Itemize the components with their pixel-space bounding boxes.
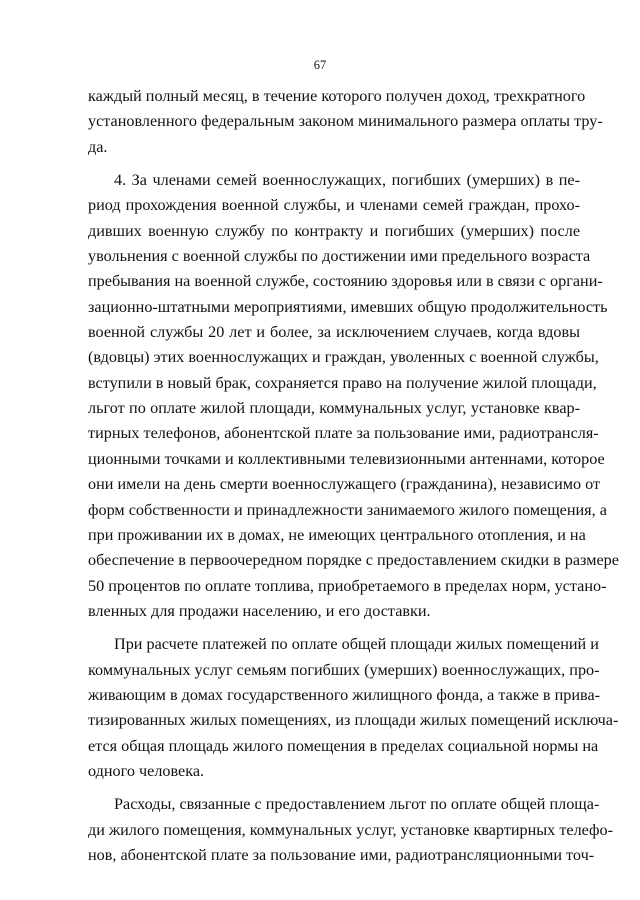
- page-number: 67: [313, 58, 327, 72]
- text-line: нов, абонентской плате за пользование ими, радиотрансляционными точ-: [88, 845, 595, 864]
- text-line: риод прохождения военной службы, и членами семей граждан, прохо-: [88, 196, 580, 215]
- paragraph-3: [88, 632, 619, 784]
- text-line: каждый полный месяц, в течение которого получен доход, трехкратного: [88, 87, 586, 105]
- body-text: [88, 84, 619, 868]
- text-line: живающим в домах государственного жилищного фонда, а также в прива-: [88, 685, 601, 704]
- text-line: (вдовцы) этих военнослужащих и граждан, уволенных с военной службы,: [88, 348, 599, 367]
- text-line: установленного федеральным законом минимального размера оплаты тру-: [88, 112, 603, 131]
- paragraph-4: [88, 792, 614, 868]
- text-line: обеспечение в первоочередном порядке с предоставлением скидки в размере: [88, 551, 619, 570]
- text-line: 4. За членами семей военнослужащих, погибших (умерших) в пе-: [114, 171, 580, 190]
- text-line: Расходы, связанные с предоставлением льгот по оплате общей площа-: [114, 795, 600, 814]
- text-line: увольнения с военной службы по достижении ими предельного возраста: [88, 247, 591, 266]
- paragraph-2: [88, 168, 619, 624]
- text-line: тирных телефонов, абонентской плате за пользование ими, радиотрансля-: [88, 424, 599, 443]
- paragraph-1: [88, 84, 603, 160]
- text-line: при проживании их в домах, не имеющих центрального отопления, и на: [88, 525, 586, 544]
- text-line: льгот по оплате жилой площади, коммунальных услуг, установке квар-: [88, 399, 580, 418]
- text-line: ционными точками и коллективными телевизионными антеннами, которое: [88, 449, 605, 468]
- text-line: военной службы 20 лет и более, за исключением случаев, когда вдовы: [88, 323, 580, 342]
- text-line: да.: [88, 137, 108, 156]
- text-line: пребывания на военной службе, состоянию здоровья или в связи с органи-: [88, 272, 603, 291]
- text-line: одного человека.: [88, 761, 205, 780]
- text-line: 50 процентов по оплате топлива, приобретаемого в пределах норм, устано-: [88, 576, 607, 595]
- text-line: вступили в новый брак, сохраняется право на получение жилой площади,: [88, 373, 597, 392]
- text-line: дивших военную службу по контракту и погибших (умерших) после: [88, 221, 580, 240]
- text-line: тизированных жилых помещениях, из площади жилых помещений исключа-: [88, 711, 619, 730]
- text-line: вленных для продажи населению, и его доставки.: [88, 601, 431, 620]
- text-line: ется общая площадь жилого помещения в пределах социальной нормы на: [88, 736, 599, 755]
- text-line: При расчете платежей по оплате общей площади жилых помещений и: [114, 635, 599, 654]
- text-line: зационно-штатными мероприятиями, имевших общую продолжительность: [88, 297, 608, 316]
- text-line: они имели на день смерти военнослужащего (гражданина), независимо от: [88, 475, 601, 494]
- text-line: коммунальных услуг семьям погибших (умерших) военнослужащих, про-: [88, 660, 600, 679]
- text-line: ди жилого помещения, коммунальных услуг, установке квартирных телефо-: [88, 820, 614, 839]
- text-line: форм собственности и принадлежности занимаемого жилого помещения, а: [88, 500, 607, 519]
